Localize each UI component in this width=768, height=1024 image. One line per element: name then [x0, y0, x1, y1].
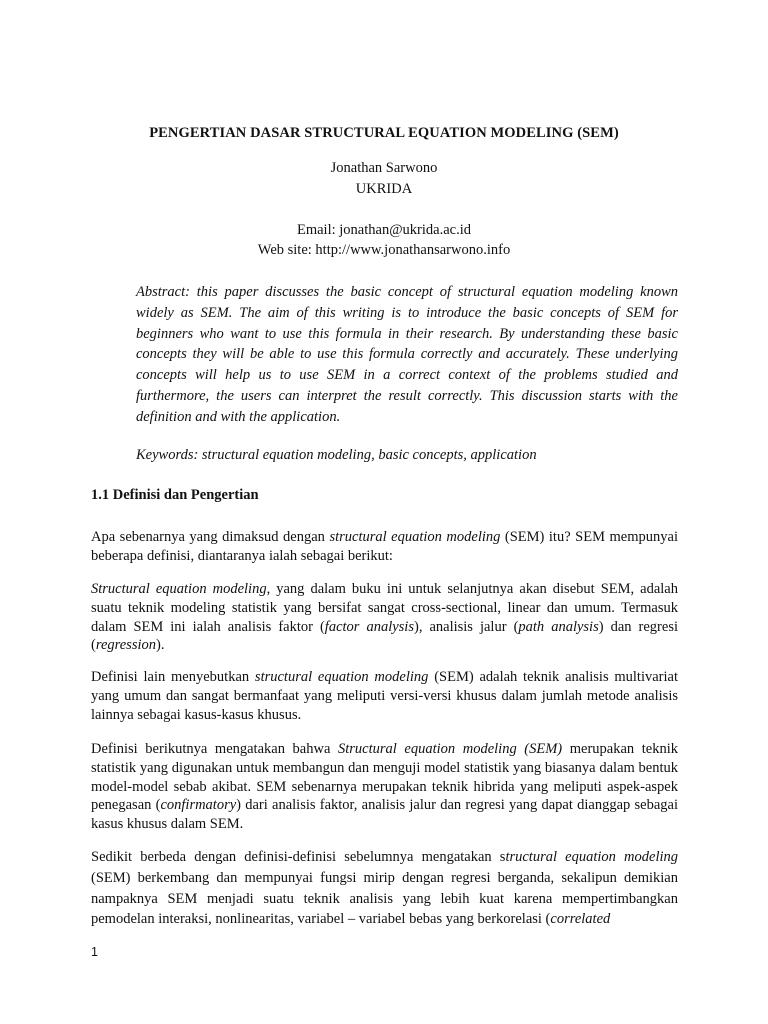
paragraph-1 — [91, 528, 678, 566]
p4-text-a: Definisi berikutnya mengatakan bahwa — [91, 741, 338, 757]
author-website: Web site: http://www.jonathansarwono.info — [257, 242, 511, 258]
p3-text-a: Definisi lain menyebutkan — [91, 669, 255, 685]
paragraph-2 — [91, 580, 678, 655]
p5-italic-correlated: correlated — [550, 911, 611, 928]
p5-text-a: Sedikit berbeda dengan definisi-definisi sebelumnya mengatakan s — [91, 849, 506, 865]
p3-text-c: (SEM) adalah teknik analisis multivariat yang umum dan sangat bermanfaat yang meliputi versi-versi khusus dalam jumlah metode analisis lainnya sebagai kasus-kasus khusus. — [91, 669, 678, 723]
p4-text-e: ) dari analisis faktor, analisis jalur dan regresi yang dapat dianggap sebagai kasus khusus dalam SEM. — [91, 797, 678, 833]
page-number: 1 — [91, 945, 98, 959]
p5-text-c: (SEM) berkembang dan mempunyai fungsi mirip dengan regresi berganda, sekalipun demikian nampaknya SEM menjadi suatu teknik analisis yang lebih kuat karena mempertimbangkan pemodelan interaksi, nonlinearitas, variabel – variabel bebas yang berkorelasi ( — [91, 869, 678, 928]
p5-italic-sem: tructural equation modeling — [505, 849, 678, 865]
p4-text-c: merupakan teknik statistik yang digunakan untuk membangun dan menguji model statistik yang biasanya dalam bentuk model-model sebab akibat. SEM sebenarnya merupakan teknik hibrida yang meliputi aspek-aspek penegasan ( — [91, 741, 678, 814]
paragraph-4 — [91, 740, 678, 834]
author-affiliation: UKRIDA — [355, 181, 413, 197]
p2-italic-factor: factor analysis — [324, 618, 414, 635]
p2-text-d: ), analisis jalur ( — [413, 618, 519, 635]
p2-text-h: ). — [156, 637, 165, 654]
p1-italic-sem: structural equation modeling — [329, 529, 501, 545]
keywords-text: Keywords: structural equation modeling, basic concepts, application — [136, 447, 537, 463]
p1-text-c: (SEM) itu? SEM mempunyai beberapa definisi, diantaranya ialah sebagai berikut: — [91, 529, 678, 564]
p2-italic-regression: regression — [95, 637, 156, 654]
p2-italic-path: path analysis — [518, 618, 599, 635]
section-heading: 1.1 Definisi dan Pengertian — [91, 487, 259, 503]
p4-italic-confirmatory: confirmatory — [160, 797, 237, 814]
p2-text-b: , yang dalam buku ini untuk selanjutnya akan disebut SEM, adalah suatu teknik modeling statistik yang bersifat sangat cross-sectional, linear dan umum. Termasuk dalam SEM ini ialah analisis faktor ( — [91, 581, 678, 635]
paper-title: PENGERTIAN DASAR STRUCTURAL EQUATION MODELING (SEM) — [149, 125, 619, 141]
author-email: Email: jonathan@ukrida.ac.id — [296, 222, 471, 238]
p2-text-f: ) dan regresi ( — [91, 618, 678, 654]
p4-italic-sem: Structural equation modeling (SEM) — [338, 741, 563, 757]
paragraph-3 — [91, 668, 678, 724]
author-name: Jonathan Sarwono — [330, 160, 438, 176]
p3-italic-sem: structural equation modeling — [254, 669, 429, 685]
p1-text-a: Apa sebenarnya yang dimaksud dengan — [91, 529, 330, 545]
abstract-text: Abstract: this paper discusses the basic concept of structural equation modeling known widely as SEM. The aim of this writing is to introduce the basic concepts of SEM for beginners who want to use this formula in their research. By understanding these basic concepts they will be able to use this formula correctly and accurately. These underlying concepts will help us to use SEM in a correct context of the problems studied and furthermore, the users can interpret the result correctly. This discussion starts with the definition and with the application. — [136, 284, 678, 425]
p2-italic-sem: Structural equation modeling — [91, 581, 267, 597]
paragraph-5 — [91, 847, 678, 930]
